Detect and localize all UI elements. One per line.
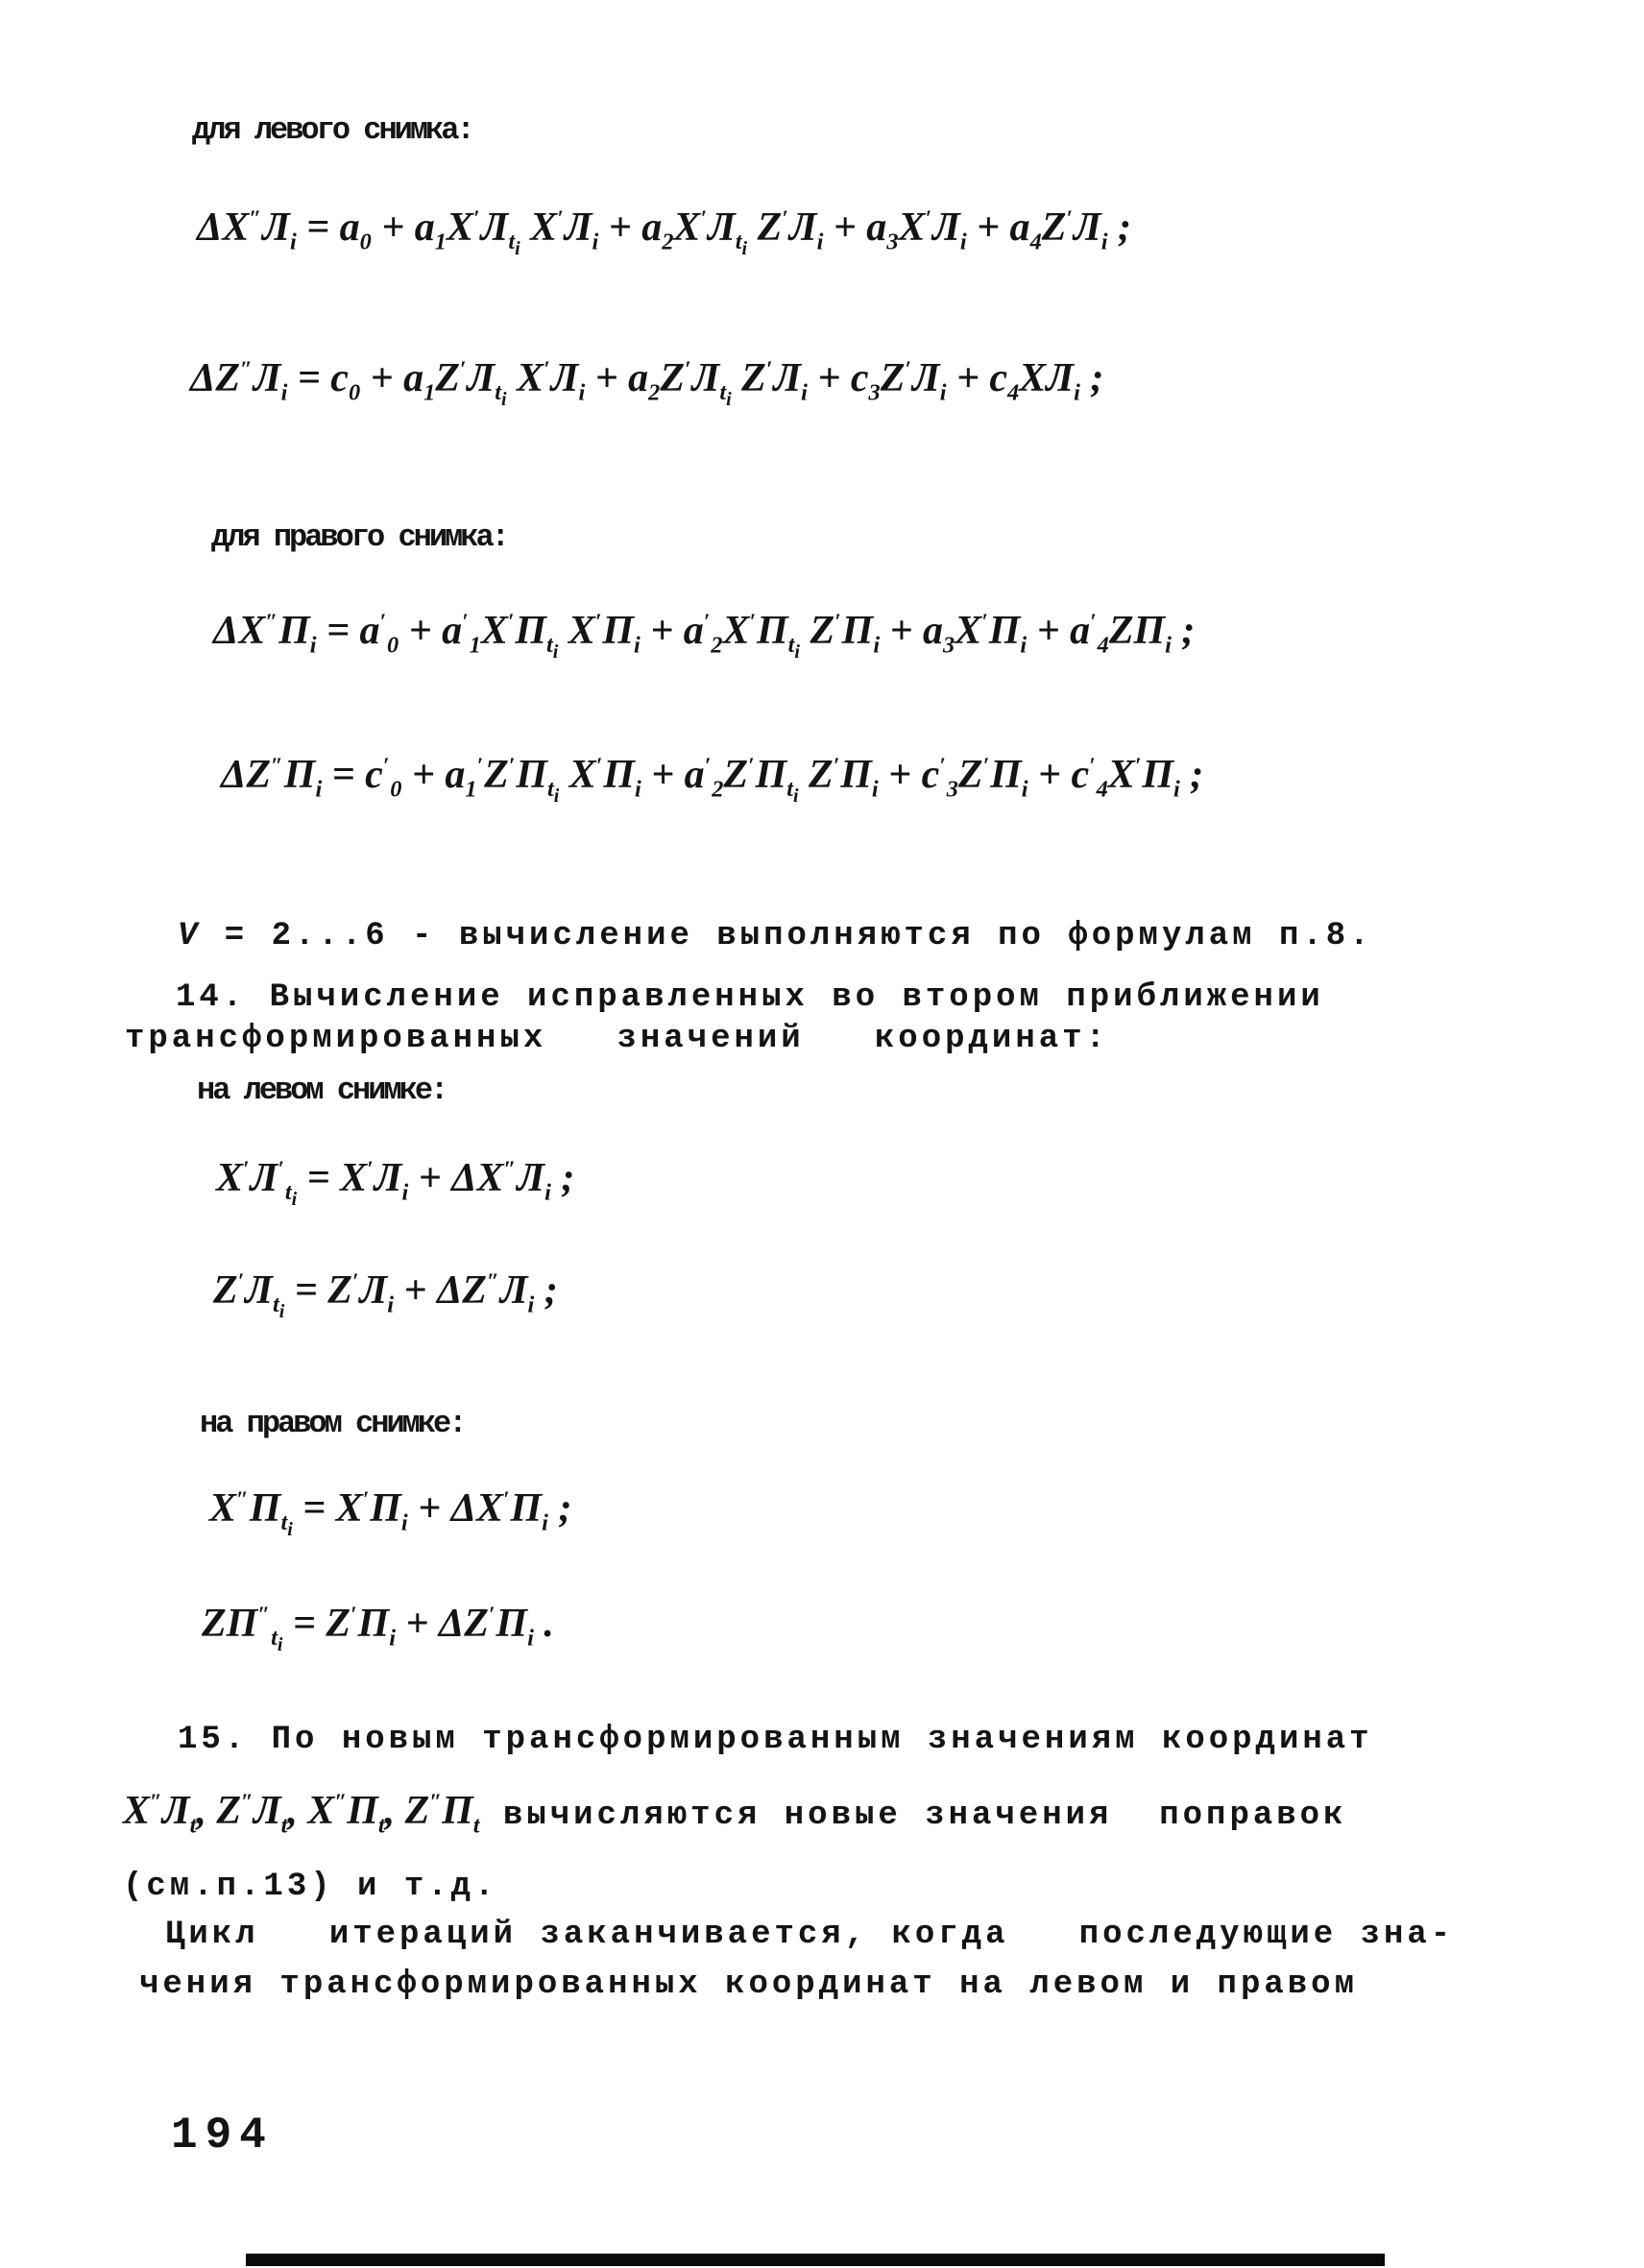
section-label-for-right-photo: для правого снимка: [211, 519, 507, 555]
scan-artifact-bar [246, 2254, 1385, 2266]
paragraph-cycle-line1: Цикл итераций заканчивается, когда последующие зна- [165, 1917, 1455, 1953]
paragraph-item15-line2 [123, 1788, 1347, 1839]
formula-z-right-corrected: $ZП''_{t_i} = Z'П_i + \Delta Z'П_i$ . [202, 1602, 554, 1656]
paragraph-item15-line3: (см.п.13) и т.д. [123, 1869, 498, 1905]
formula-dx-left: $\Delta X''Л_i = a_0 + a_1X'Л_{t_i}$ $X'Л_i + a_2X'Л_{t_i}$ $Z'Л_i + a_3X'Л_i + a_4Z'Л_i$ ; [197, 205, 1132, 260]
formula-dz-right: $\Delta Z''П_i = c'_0 + a_1'Z'П_{t_i}$ $X'П_i + a'_2Z'П_{t_i}$ $Z'П_i + c'_3Z'П_i + c'_4X'П_i$ ; [221, 753, 1204, 808]
paragraph-item14-line1: 14. Вычисление исправленных во втором приближении [176, 979, 1324, 1016]
formula-x-left-corrected: $X'Л'_{t_i} = X'Л_i + \Delta X''Л_i$ ; [216, 1156, 575, 1211]
formula-x-right-corrected: $X''П_{t_i} = X'П_i + \Delta X'П_i$ ; [209, 1486, 572, 1541]
section-label-for-left-photo: для левого снимка: [192, 112, 472, 148]
paragraph-item15-line2-text: вычисляются новые значения поправок [479, 1798, 1347, 1834]
page-number: 194 [171, 2111, 274, 2160]
formula-dx-right: $\Delta X''П_i = a'_0 + a'_1X'П_{t_i}$ $X'П_i + a'_2X'П_{t_i}$ $Z'П_i + a_3X'П_i + a'_4ZП_i$ ; [213, 609, 1196, 664]
paragraph-cycle-line2: чения трансформированных координат на левом и правом [139, 1966, 1358, 2003]
formula-z-left-corrected: $Z'Л_{t_i} = Z'Л_i + \Delta Z''Л_i$ ; [213, 1268, 558, 1323]
paragraph-item14-line2: трансформированных значений координат: [125, 1021, 1109, 1057]
section-label-on-left-photo: на левом снимке: [197, 1073, 447, 1108]
formula-item15-coords: $X''Л_t$, $Z''Л_t$, $X''П_t$, $Z''П_t$ [123, 1789, 480, 1839]
paragraph-v-note: V = 2...6 - вычисление выполняются по формулам п.8. [178, 918, 1373, 954]
section-label-on-right-photo: на правом снимке: [200, 1406, 465, 1441]
formula-dz-left: $\Delta Z''Л_i = c_0 + a_1Z'Л_{t_i}$ $X'Л_i + a_2Z'Л_{t_i}$ $Z'Л_i + c_3Z'Л_i + c_4XЛ_i$ ; [190, 356, 1104, 411]
paragraph-item15-line1: 15. По новым трансформированным значениям координат [178, 1722, 1373, 1758]
